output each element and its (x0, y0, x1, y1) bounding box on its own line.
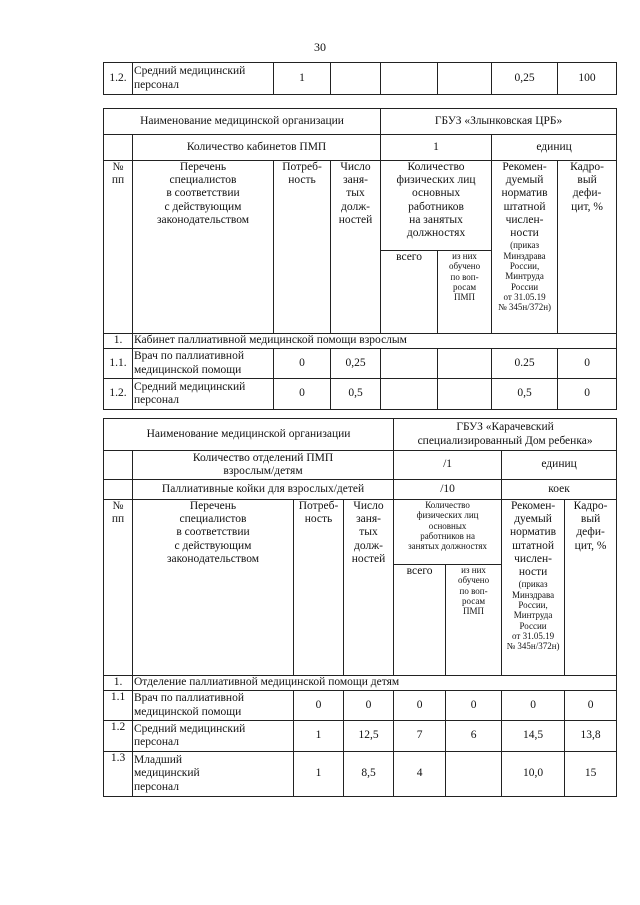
count-value: /1 (394, 451, 502, 480)
positions-value: 8,5 (344, 752, 394, 797)
need-value: 1 (294, 721, 344, 752)
row-number: 1.2. (104, 63, 133, 95)
table-row (104, 349, 617, 379)
total-value: 7 (394, 721, 446, 752)
table-row (104, 721, 617, 752)
need-value: 1 (274, 63, 331, 95)
header-num: № пп (104, 161, 133, 334)
need-value: 1 (294, 752, 344, 797)
norm-value: 10,0 (502, 752, 565, 797)
org-name: ГБУЗ «Карачевский специализированный Дом ребенка» (394, 419, 617, 451)
top-fragment-table (103, 62, 617, 95)
specialist-name: Средний медицинский персонал (133, 721, 294, 752)
norm-value: 14,5 (502, 721, 565, 752)
need-value: 0 (274, 379, 331, 410)
trained-value (438, 349, 492, 379)
total-value: 4 (394, 752, 446, 797)
count-value: 1 (381, 135, 492, 161)
table-row (104, 691, 617, 721)
norm-value: 0,5 (492, 379, 558, 410)
table-row (104, 63, 617, 95)
header-positions: Число заня- тых долж- ностей (344, 500, 394, 676)
header-trained: из них обучено по воп- росам ПМП (446, 565, 502, 676)
header-deficit: Кадро- вый дефи- цит, % (558, 161, 617, 334)
positions-value: 0,25 (331, 349, 381, 379)
page-number: 30 (314, 40, 326, 54)
count-label: Количество отделений ПМП взрослым/детям (133, 451, 394, 480)
row-number: 1.2 (104, 721, 133, 752)
staffing-table-karachev (103, 418, 617, 797)
row-number: 1.3 (104, 752, 133, 797)
header-norm-note: (приказ Минздрава России, Минтруда России от 31.05.19 № 345н/372н) (498, 240, 552, 313)
need-value: 0 (274, 349, 331, 379)
deficit-value: 13,8 (565, 721, 617, 752)
header-norm-cell (502, 500, 565, 676)
positions-value: 12,5 (344, 721, 394, 752)
header-total: всего (394, 565, 446, 676)
header-deficit: Кадро- вый дефи- цит, % (565, 500, 617, 676)
deficit-value: 0 (558, 379, 617, 410)
beds-label: Паллиативные койки для взрослых/детей (133, 480, 394, 500)
trained-value (438, 63, 492, 95)
specialist-name: Средний медицинский персонал (133, 379, 274, 410)
trained-value (438, 379, 492, 410)
header-need: Потреб- ность (294, 500, 344, 676)
header-total: всего (381, 251, 438, 334)
staffing-table-zlynka (103, 108, 617, 410)
header-trained: из них обучено по воп- росам ПМП (438, 251, 492, 334)
table-row (104, 752, 617, 797)
deficit-value: 0 (558, 349, 617, 379)
header-norm: Рекомен- дуемый норматив штатной числен- ности (501, 161, 548, 240)
total-value (381, 349, 438, 379)
beds-value: /10 (394, 480, 502, 500)
positions-value (331, 63, 381, 95)
section-number: 1. (104, 676, 133, 691)
deficit-value: 100 (558, 63, 617, 95)
specialist-name: Младший медицинский персонал (133, 752, 294, 797)
specialist-name: Врач по паллиативной медицинской помощи (133, 349, 274, 379)
total-value (381, 379, 438, 410)
trained-value: 0 (446, 691, 502, 721)
total-value: 0 (394, 691, 446, 721)
norm-value: 0.25 (492, 349, 558, 379)
row-number: 1.1 (104, 691, 133, 721)
header-norm-cell (492, 161, 558, 334)
deficit-value: 15 (565, 752, 617, 797)
section-title: Отделение паллиативной медицинской помощи детям (133, 676, 617, 691)
org-label: Наименование медицинской организации (104, 109, 381, 135)
deficit-value: 0 (565, 691, 617, 721)
count-unit: единиц (492, 135, 617, 161)
org-label: Наименование медицинской организации (104, 419, 394, 451)
norm-value: 0 (502, 691, 565, 721)
section-number: 1. (104, 334, 133, 349)
org-name: ГБУЗ «Злынковская ЦРБ» (381, 109, 617, 135)
header-norm-note: (приказ Минздрава России, Минтруда России от 31.05.19 № 345н/372н) (506, 579, 560, 652)
header-positions: Число заня- тых долж- ностей (331, 161, 381, 334)
header-num: № пп (104, 500, 133, 676)
count-label: Количество кабинетов ПМП (133, 135, 381, 161)
norm-value: 0,25 (492, 63, 558, 95)
table-row (104, 379, 617, 410)
trained-value (446, 752, 502, 797)
positions-value: 0 (344, 691, 394, 721)
trained-value: 6 (446, 721, 502, 752)
header-list: Перечень специалистов в соответствии с действующим законодательством (133, 161, 274, 334)
header-list: Перечень специалистов в соответствии с действующим законодательством (133, 500, 294, 676)
header-phys: Количество физических лиц основных работников на занятых должностях (394, 500, 502, 565)
total-value (381, 63, 438, 95)
need-value: 0 (294, 691, 344, 721)
row-number: 1.1. (104, 349, 133, 379)
specialist-name: Врач по паллиативной медицинской помощи (133, 691, 294, 721)
beds-unit: коек (502, 480, 617, 500)
header-need: Потреб- ность (274, 161, 331, 334)
header-norm: Рекомен- дуемый норматив штатной числен- ности (510, 500, 557, 579)
header-phys: Количество физических лиц основных работников на занятых должностях (381, 161, 492, 251)
count-unit: единиц (502, 451, 617, 480)
row-number: 1.2. (104, 379, 133, 410)
specialist-name: Средний медицинский персонал (133, 63, 274, 95)
positions-value: 0,5 (331, 379, 381, 410)
section-title: Кабинет паллиативной медицинской помощи взрослым (133, 334, 617, 349)
